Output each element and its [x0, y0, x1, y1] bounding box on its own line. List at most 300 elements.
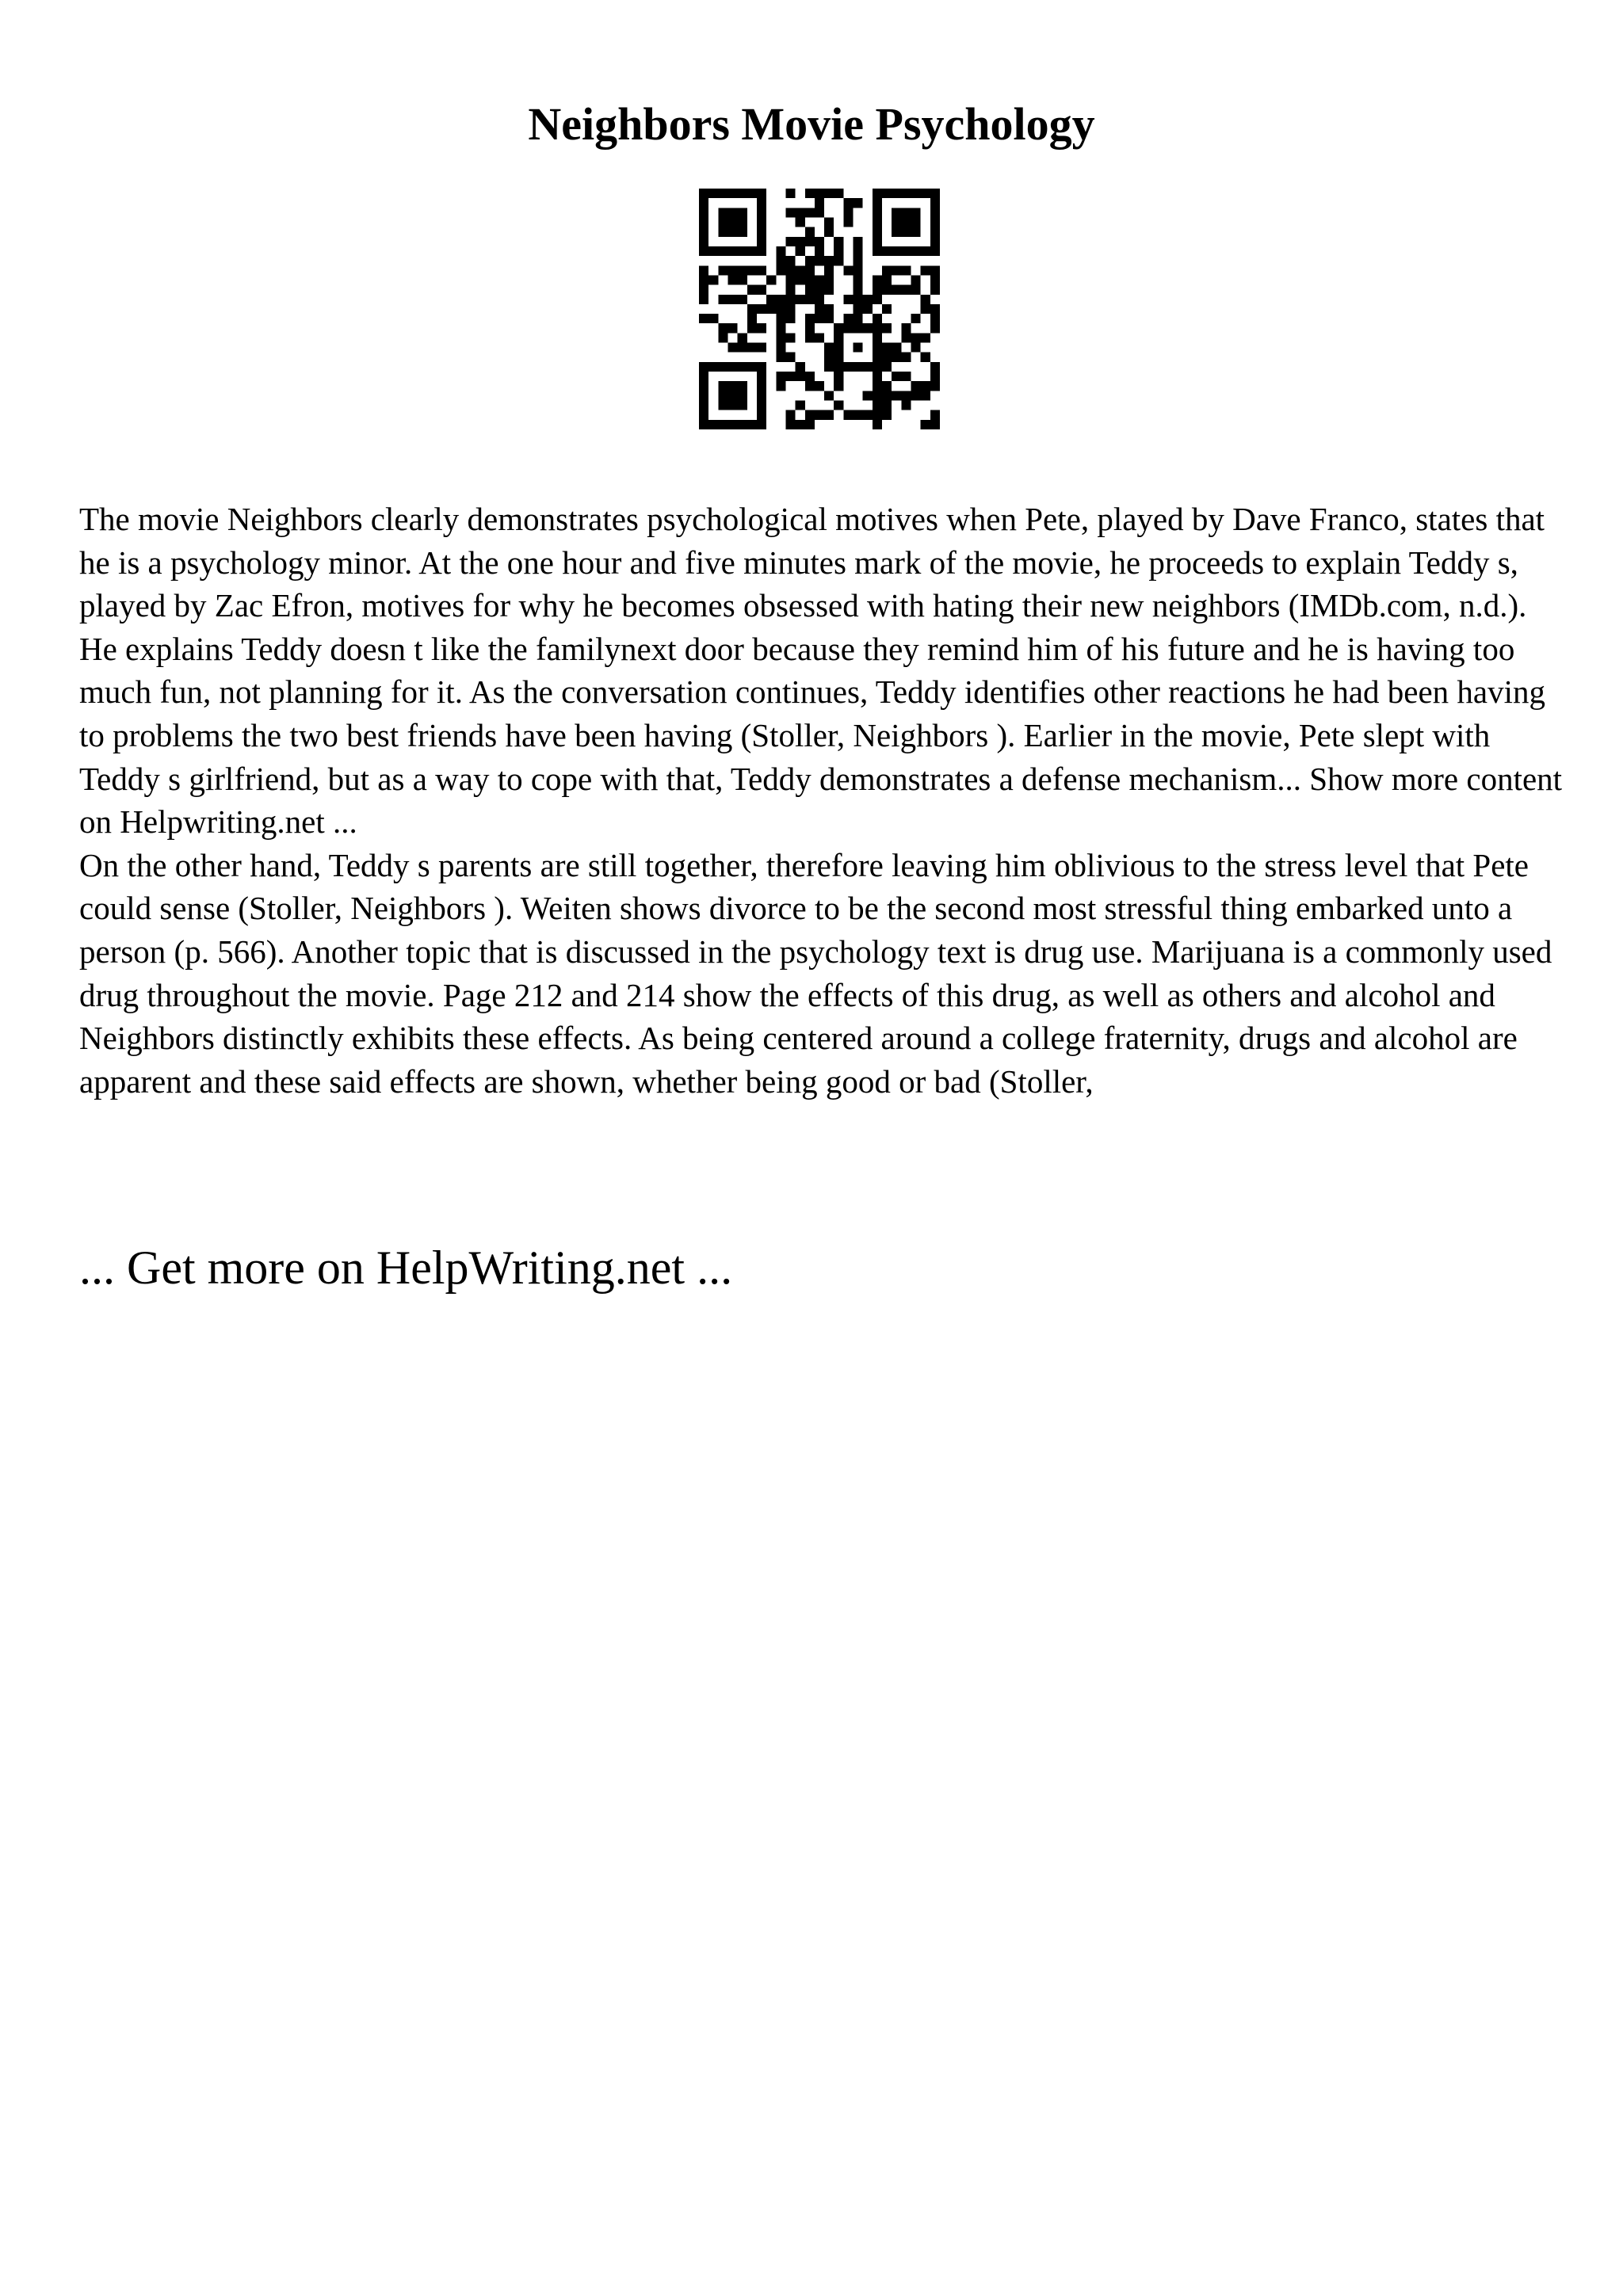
qr-module: [824, 391, 834, 400]
qr-module: [854, 198, 863, 208]
qr-module: [796, 372, 805, 381]
qr-module: [785, 314, 795, 323]
qr-module: [834, 256, 843, 265]
qr-module: [843, 217, 853, 227]
qr-module: [805, 323, 815, 333]
qr-module: [911, 391, 921, 400]
qr-module: [815, 285, 824, 295]
qr-module: [921, 304, 930, 314]
qr-module: [785, 295, 795, 304]
qr-module: [901, 372, 911, 381]
qr-module: [873, 217, 882, 227]
qr-module: [776, 295, 785, 304]
qr-module: [930, 285, 940, 295]
qr-module: [882, 401, 892, 410]
qr-module: [843, 198, 853, 208]
qr-module: [863, 323, 873, 333]
qr-module: [727, 295, 737, 304]
qr-module: [718, 391, 727, 400]
qr-module: [747, 246, 757, 256]
qr-module: [727, 381, 737, 391]
qr-module: [738, 343, 747, 353]
qr-module: [699, 362, 708, 372]
qr-module: [805, 189, 815, 198]
qr-module: [747, 265, 757, 275]
qr-module: [699, 227, 708, 237]
qr-module: [901, 391, 911, 400]
qr-module: [815, 333, 824, 342]
qr-module: [863, 295, 873, 304]
get-more-link[interactable]: ... Get more on HelpWriting.net ...: [79, 1241, 733, 1294]
qr-module: [699, 295, 708, 304]
qr-module: [930, 323, 940, 333]
qr-module: [824, 256, 834, 265]
qr-module: [882, 410, 892, 420]
qr-module: [843, 208, 853, 217]
qr-module: [882, 275, 892, 284]
qr-module: [854, 237, 863, 246]
qr-module: [747, 323, 757, 333]
qr-module: [805, 410, 815, 420]
qr-module: [873, 198, 882, 208]
qr-module: [930, 420, 940, 429]
qr-module: [901, 401, 911, 410]
qr-module: [815, 410, 824, 420]
qr-module: [843, 295, 853, 304]
qr-module: [911, 285, 921, 295]
qr-module: [921, 381, 930, 391]
qr-module: [892, 391, 901, 400]
qr-module: [834, 401, 843, 410]
qr-module: [699, 275, 708, 284]
qr-module: [757, 227, 766, 237]
qr-module: [718, 362, 727, 372]
qr-module: [738, 265, 747, 275]
qr-module: [930, 275, 940, 284]
qr-module: [785, 372, 795, 381]
qr-module: [757, 246, 766, 256]
qr-module: [766, 275, 776, 284]
qr-module: [747, 343, 757, 353]
qr-module: [882, 381, 892, 391]
qr-module: [727, 362, 737, 372]
qr-module: [834, 189, 843, 198]
qr-module: [708, 420, 718, 429]
qr-module: [930, 314, 940, 323]
qr-module: [843, 323, 853, 333]
qr-module: [882, 304, 892, 314]
qr-module: [834, 237, 843, 246]
qr-module: [699, 237, 708, 246]
qr-module: [834, 333, 843, 342]
qr-module: [766, 304, 776, 314]
qr-module: [738, 189, 747, 198]
qr-module: [892, 285, 901, 295]
qr-module: [815, 237, 824, 246]
qr-module: [930, 246, 940, 256]
qr-module: [930, 410, 940, 420]
qr-module: [796, 237, 805, 246]
qr-module: [854, 246, 863, 256]
qr-module: [854, 410, 863, 420]
qr-module: [863, 362, 873, 372]
qr-module: [873, 343, 882, 353]
qr-module: [873, 208, 882, 217]
qr-module: [796, 420, 805, 429]
qr-module: [901, 265, 911, 275]
qr-module: [892, 353, 901, 362]
qr-module: [921, 333, 930, 342]
qr-module: [738, 217, 747, 227]
qr-module: [892, 189, 901, 198]
qr-module: [930, 189, 940, 198]
qr-module: [873, 353, 882, 362]
qr-module: [805, 256, 815, 265]
qr-module: [815, 246, 824, 256]
qr-module: [757, 391, 766, 400]
qr-module: [930, 208, 940, 217]
qr-module: [727, 189, 737, 198]
qr-module: [708, 246, 718, 256]
qr-module: [854, 314, 863, 323]
qr-module: [834, 362, 843, 372]
qr-code-icon: [699, 189, 940, 429]
qr-module: [873, 323, 882, 333]
qr-module: [882, 353, 892, 362]
qr-module: [824, 343, 834, 353]
qr-module: [757, 304, 766, 314]
qr-module: [892, 343, 901, 353]
qr-module: [699, 265, 708, 275]
qr-module: [854, 343, 863, 353]
qr-module: [911, 189, 921, 198]
qr-module: [785, 304, 795, 314]
qr-module: [911, 227, 921, 237]
qr-module: [873, 381, 882, 391]
qr-module: [892, 227, 901, 237]
qr-module: [757, 401, 766, 410]
qr-module: [738, 333, 747, 342]
qr-module: [708, 314, 718, 323]
qr-module: [796, 265, 805, 275]
qr-module: [921, 391, 930, 400]
qr-module: [854, 285, 863, 295]
qr-module: [747, 314, 757, 323]
qr-module: [930, 237, 940, 246]
qr-module: [901, 333, 911, 342]
qr-module: [757, 343, 766, 353]
qr-module: [757, 237, 766, 246]
qr-module: [776, 343, 785, 353]
qr-module: [727, 227, 737, 237]
qr-module: [776, 372, 785, 381]
paragraph: The movie Neighbors clearly demonstrates psychological motives when Pete, played by Dave Franco, states that he is a psychology minor. At the one hour and five minutes mark of the movie, he proceeds to explain Teddy s, played by Zac Efron, motives for why he becomes obsessed with hating their new neighbors (IMDb.com, n.d.). He explains Teddy doesn t like the familynext door because they remind him of his future and he is having too much fun, not planning for it. As the conversation continues, Teddy identifies other reactions he had been having to problems the two best friends have been having (Stoller, Neighbors ). Earlier in the movie, Pete slept with Teddy s girlfriend, but as a way to cope with that, Teddy demonstrates a defense mechanism... Show more content on Helpwriting.net ...: [79, 501, 1563, 841]
qr-module: [805, 314, 815, 323]
qr-module: [718, 420, 727, 429]
qr-module: [757, 372, 766, 381]
qr-module: [776, 265, 785, 275]
qr-module: [796, 362, 805, 372]
qr-module: [901, 208, 911, 217]
qr-module: [873, 391, 882, 400]
qr-module: [834, 353, 843, 362]
qr-module: [873, 420, 882, 429]
qr-module: [776, 304, 785, 314]
qr-module: [854, 275, 863, 284]
qr-module: [738, 401, 747, 410]
qr-module: [796, 295, 805, 304]
qr-module: [911, 381, 921, 391]
qr-module: [796, 275, 805, 284]
qr-module: [854, 295, 863, 304]
qr-module: [921, 353, 930, 362]
qr-module: [930, 381, 940, 391]
qr-module: [921, 265, 930, 275]
qr-module: [911, 333, 921, 342]
qr-module: [699, 420, 708, 429]
qr-module: [882, 343, 892, 353]
qr-module: [718, 401, 727, 410]
qr-module: [892, 217, 901, 227]
qr-module: [727, 323, 737, 333]
qr-module: [718, 246, 727, 256]
qr-module: [718, 189, 727, 198]
qr-module: [757, 285, 766, 295]
qr-module: [699, 189, 708, 198]
qr-module: [882, 362, 892, 372]
qr-module: [882, 323, 892, 333]
qr-module: [824, 304, 834, 314]
qr-module: [727, 401, 737, 410]
qr-module: [815, 381, 824, 391]
qr-module: [901, 217, 911, 227]
qr-module: [843, 265, 853, 275]
qr-module: [911, 217, 921, 227]
qr-module: [805, 265, 815, 275]
qr-module: [882, 391, 892, 400]
qr-module: [873, 333, 882, 342]
qr-module: [747, 420, 757, 429]
qr-module: [911, 314, 921, 323]
qr-module: [699, 285, 708, 295]
qr-module: [901, 353, 911, 362]
qr-module: [747, 189, 757, 198]
qr-module: [738, 391, 747, 400]
qr-module: [718, 265, 727, 275]
qr-module: [738, 420, 747, 429]
qr-module: [785, 333, 795, 342]
qr-module: [911, 246, 921, 256]
qr-module: [863, 304, 873, 314]
qr-module: [854, 304, 863, 314]
qr-module: [815, 189, 824, 198]
qr-module: [805, 381, 815, 391]
qr-module: [921, 246, 930, 256]
qr-module: [901, 285, 911, 295]
qr-module: [873, 285, 882, 295]
qr-module: [776, 381, 785, 391]
qr-module: [873, 237, 882, 246]
qr-module: [785, 256, 795, 265]
qr-module: [873, 275, 882, 284]
qr-module: [901, 227, 911, 237]
qr-module: [727, 275, 737, 284]
qr-module: [776, 323, 785, 333]
qr-module: [805, 275, 815, 284]
qr-module: [718, 381, 727, 391]
qr-module: [815, 256, 824, 265]
qr-module: [815, 198, 824, 208]
qr-module: [776, 353, 785, 362]
qr-module: [843, 362, 853, 372]
qr-module: [757, 189, 766, 198]
qr-module: [805, 227, 815, 237]
article-body: [79, 498, 1569, 1103]
qr-module: [757, 362, 766, 372]
qr-module: [882, 285, 892, 295]
qr-module: [727, 343, 737, 353]
qr-module: [757, 217, 766, 227]
qr-module: [921, 189, 930, 198]
qr-module: [843, 314, 853, 323]
qr-module: [718, 333, 727, 342]
qr-module: [873, 227, 882, 237]
qr-module: [757, 410, 766, 420]
qr-module: [911, 343, 921, 353]
qr-module: [930, 198, 940, 208]
qr-module: [738, 275, 747, 284]
qr-module: [873, 246, 882, 256]
qr-module: [824, 353, 834, 362]
qr-module: [699, 391, 708, 400]
qr-module: [757, 198, 766, 208]
qr-module: [854, 323, 863, 333]
qr-module: [882, 265, 892, 275]
qr-module: [911, 208, 921, 217]
qr-module: [747, 285, 757, 295]
qr-module: [776, 256, 785, 265]
qr-module: [854, 256, 863, 265]
qr-module: [892, 246, 901, 256]
qr-module: [785, 420, 795, 429]
qr-module: [699, 410, 708, 420]
qr-module: [824, 217, 834, 227]
qr-module: [805, 208, 815, 217]
qr-module: [785, 208, 795, 217]
qr-module: [699, 314, 708, 323]
qr-module: [708, 275, 718, 284]
qr-module: [873, 410, 882, 420]
qr-module: [738, 227, 747, 237]
qr-module: [805, 285, 815, 295]
qr-module: [834, 343, 843, 353]
qr-module: [796, 401, 805, 410]
qr-module: [718, 323, 727, 333]
qr-module: [911, 275, 921, 284]
qr-module: [873, 189, 882, 198]
qr-module: [727, 208, 737, 217]
qr-module: [805, 295, 815, 304]
qr-module: [834, 323, 843, 333]
qr-module: [738, 295, 747, 304]
qr-module: [727, 217, 737, 227]
qr-module: [747, 362, 757, 372]
qr-module: [930, 372, 940, 381]
qr-module: [738, 381, 747, 391]
qr-module: [718, 217, 727, 227]
qr-module: [708, 189, 718, 198]
qr-module: [901, 189, 911, 198]
qr-module: [930, 227, 940, 237]
qr-module: [901, 323, 911, 333]
qr-module: [873, 401, 882, 410]
qr-module: [815, 275, 824, 284]
qr-module: [930, 265, 940, 275]
qr-module: [863, 391, 873, 400]
qr-module: [930, 362, 940, 372]
qr-module: [785, 189, 795, 198]
qr-module: [805, 420, 815, 429]
qr-module: [727, 265, 737, 275]
qr-module: [776, 333, 785, 342]
qr-module: [921, 420, 930, 429]
qr-module: [892, 208, 901, 217]
paragraph: On the other hand, Teddy s parents are still together, therefore leaving him oblivious to the stress level that Pete could sense (Stoller, Neighbors ). Weiten shows divorce to be the second most stressful thing embarked unto a person (p. 566). Another topic that is discussed in the psychology text is drug use. Marijuana is a commonly used drug throughout the movie. Page 212 and 214 show the effects of this drug, as well as others and alcohol and Neighbors distinctly exhibits these effects. As being centered around a college fraternity, drugs and alcohol are apparent and these said effects are shown, whether being good or bad (Stoller,: [79, 846, 1552, 1100]
document-title: Neighbors Movie Psychology: [528, 98, 1095, 150]
qr-module: [699, 246, 708, 256]
qr-module: [824, 285, 834, 295]
qr-module: [805, 237, 815, 246]
qr-module: [815, 304, 824, 314]
qr-module: [766, 295, 776, 304]
qr-module: [699, 372, 708, 381]
qr-module: [834, 372, 843, 381]
qr-module: [824, 227, 834, 237]
qr-module: [892, 372, 901, 381]
qr-module: [747, 304, 757, 314]
qr-module: [824, 410, 834, 420]
qr-module: [776, 314, 785, 323]
qr-module: [815, 208, 824, 217]
qr-module: [757, 381, 766, 391]
qr-module: [738, 208, 747, 217]
qr-module: [727, 246, 737, 256]
qr-module: [699, 208, 708, 217]
qr-module: [854, 362, 863, 372]
qr-module: [834, 246, 843, 256]
qr-module: [727, 391, 737, 400]
qr-module: [873, 295, 882, 304]
qr-module: [776, 246, 785, 256]
qr-module: [757, 420, 766, 429]
qr-module: [824, 265, 834, 275]
qr-module: [757, 323, 766, 333]
qr-module: [921, 295, 930, 304]
qr-module: [699, 217, 708, 227]
qr-module: [699, 381, 708, 391]
qr-module: [785, 410, 795, 420]
qr-module: [815, 314, 824, 323]
qr-module: [873, 372, 882, 381]
qr-module: [873, 362, 882, 372]
qr-module: [873, 314, 882, 323]
qr-module: [805, 333, 815, 342]
qr-module: [718, 208, 727, 217]
qr-module: [785, 285, 795, 295]
qr-module: [785, 275, 795, 284]
qr-module: [796, 208, 805, 217]
qr-module: [882, 189, 892, 198]
